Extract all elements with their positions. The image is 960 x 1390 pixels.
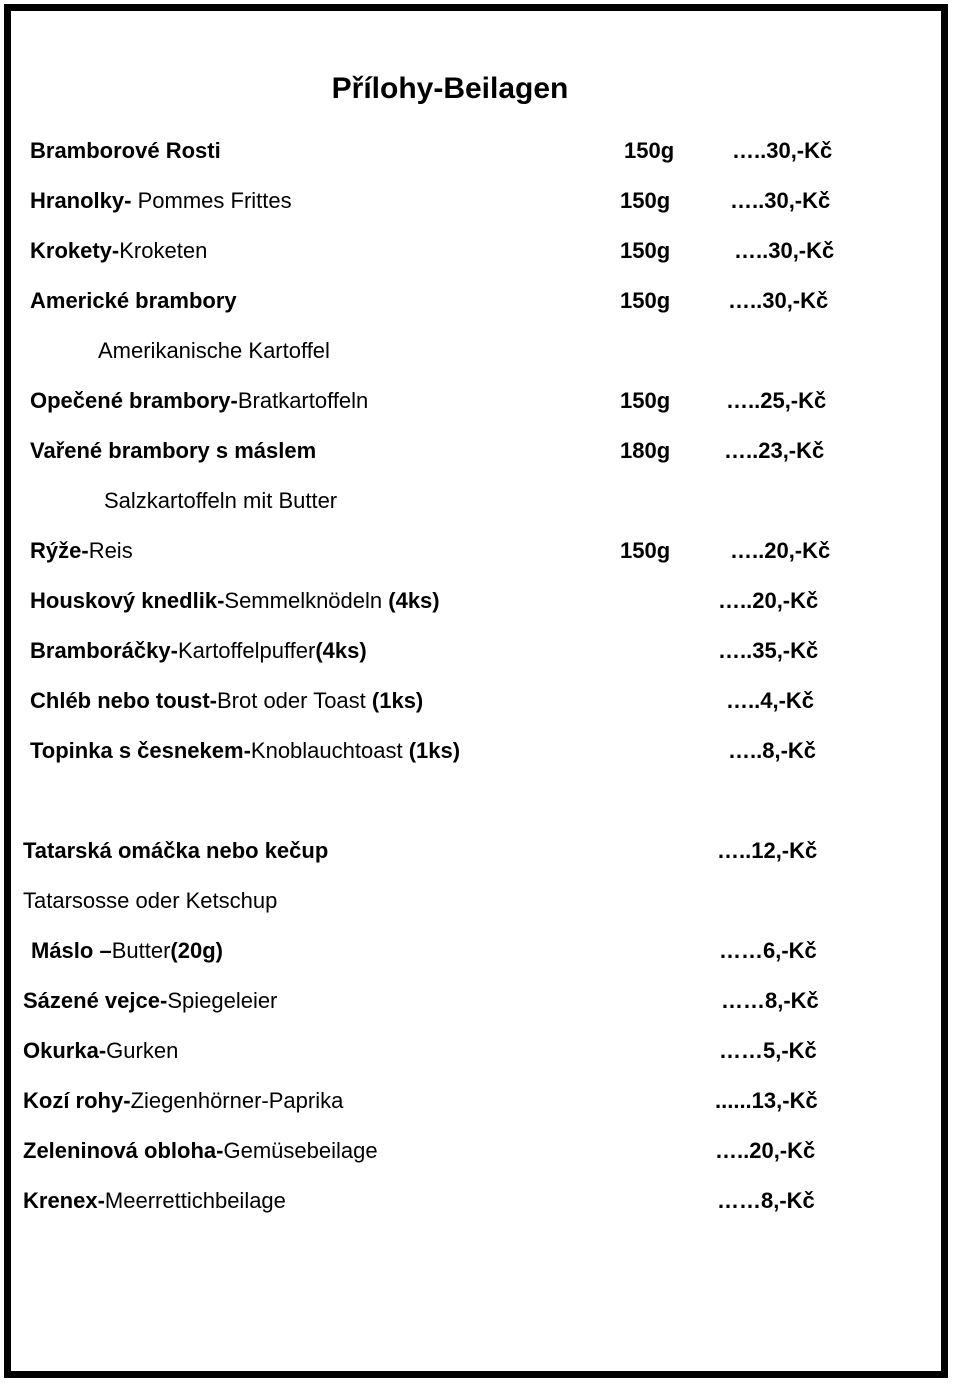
item-price: ……5,-Kč (719, 1038, 817, 1063)
item-name-de: Salzkartoffeln mit Butter (104, 488, 338, 513)
item-weight: 150g (620, 388, 671, 413)
item-portion: (4ks) (382, 588, 440, 613)
item-weight: 150g (620, 538, 671, 563)
item-name-de: Knoblauchtoast (250, 738, 403, 763)
item-name-cz: Chléb nebo toust- (30, 688, 217, 713)
item-portion: (1ks) (365, 688, 424, 713)
extra-item (23, 1136, 923, 1166)
item-name-cz: Houskový knedlik- (30, 588, 225, 613)
item-name-cz: Bramborové Rosti (30, 138, 221, 163)
item-name-cz: Opečené brambory- (30, 388, 238, 413)
item-price: …..30,-Kč (732, 138, 833, 163)
item-name-cz: Krokety- (30, 238, 120, 263)
item-name-cz: Okurka- (23, 1038, 107, 1063)
menu-item (30, 186, 930, 216)
item-name-de: Tatarsosse oder Ketschup (23, 888, 278, 913)
item-name-cz: Vařené brambory s máslem (30, 438, 317, 463)
item-price: ......13,-Kč (715, 1088, 818, 1113)
item-price: …..4,-Kč (726, 688, 815, 713)
menu-item (30, 236, 930, 266)
item-name-cz: Rýže- (30, 538, 89, 563)
item-price: …..30,-Kč (734, 238, 835, 263)
item-price: …..8,-Kč (728, 738, 817, 763)
item-price: …..30,-Kč (728, 288, 829, 313)
item-weight: 180g (620, 438, 671, 463)
item-price: …..30,-Kč (730, 188, 831, 213)
item-price: …..23,-Kč (724, 438, 825, 463)
item-name-de: Kroketen (119, 238, 208, 263)
item-name-de: Semmelknödeln (224, 588, 383, 613)
extra-item (23, 1086, 923, 1116)
item-name-de: Pommes Frittes (131, 188, 292, 213)
item-name-de: Gurken (106, 1038, 179, 1063)
extra-item-subtitle (23, 886, 923, 916)
item-name-cz: Krenex- (23, 1188, 105, 1213)
item-name-cz: Bramboráčky- (30, 638, 178, 663)
menu-item (30, 586, 930, 616)
item-name-de: Butter (111, 938, 171, 963)
item-name-de: Bratkartoffeln (237, 388, 369, 413)
menu-item (30, 686, 930, 716)
menu-item (30, 736, 930, 766)
item-name-de: Reis (88, 538, 133, 563)
item-name-cz: Sázené vejce- (23, 988, 168, 1013)
item-price: …..25,-Kč (726, 388, 827, 413)
item-name-cz: Kozí rohy- (23, 1088, 131, 1113)
item-price: ……8,-Kč (717, 1188, 815, 1213)
menu-item (30, 286, 930, 316)
extra-item (23, 986, 923, 1016)
menu-item (30, 386, 930, 416)
menu-item-subtitle (104, 486, 904, 516)
item-weight: 150g (620, 288, 671, 313)
item-price: …..20,-Kč (715, 1138, 816, 1163)
menu-item (30, 636, 930, 666)
extra-item (23, 1036, 923, 1066)
item-name-cz: Hranolky- (30, 188, 132, 213)
item-name-cz: Tatarská omáčka nebo kečup (23, 838, 329, 863)
item-price: …..12,-Kč (717, 838, 818, 863)
menu-item-subtitle (98, 336, 898, 366)
item-name-cz: Topinka s česnekem- (30, 738, 251, 763)
menu-item (30, 536, 930, 566)
menu-item (30, 436, 930, 466)
page-title: Přílohy-Beilagen (331, 72, 569, 105)
item-name-de: Gemüsebeilage (223, 1138, 378, 1163)
menu-item (30, 136, 930, 166)
item-weight: 150g (624, 138, 675, 163)
item-price: …..20,-Kč (718, 588, 819, 613)
item-portion: (4ks) (315, 638, 367, 663)
item-name-de: Kartoffelpuffer (177, 638, 316, 663)
item-weight: 150g (620, 238, 671, 263)
item-portion: (20g) (170, 938, 223, 963)
item-name-cz: Máslo – (31, 938, 112, 963)
item-name-cz: Zeleninová obloha- (23, 1138, 224, 1163)
extra-item (23, 836, 923, 866)
item-weight: 150g (620, 188, 671, 213)
extra-item (31, 936, 931, 966)
item-price: ……6,-Kč (719, 938, 817, 963)
item-price: …..35,-Kč (718, 638, 819, 663)
item-name-de: Ziegenhörner-Paprika (130, 1088, 344, 1113)
item-portion: (1ks) (402, 738, 461, 763)
item-name-de: Spiegeleier (167, 988, 278, 1013)
item-price: …..20,-Kč (730, 538, 831, 563)
extra-item (23, 1186, 923, 1216)
item-name-de: Meerrettichbeilage (104, 1188, 286, 1213)
item-name-de: Brot oder Toast (216, 688, 366, 713)
item-price: ……8,-Kč (721, 988, 819, 1013)
item-name-de: Amerikanische Kartoffel (98, 338, 330, 363)
item-name-cz: Americké brambory (30, 288, 237, 313)
